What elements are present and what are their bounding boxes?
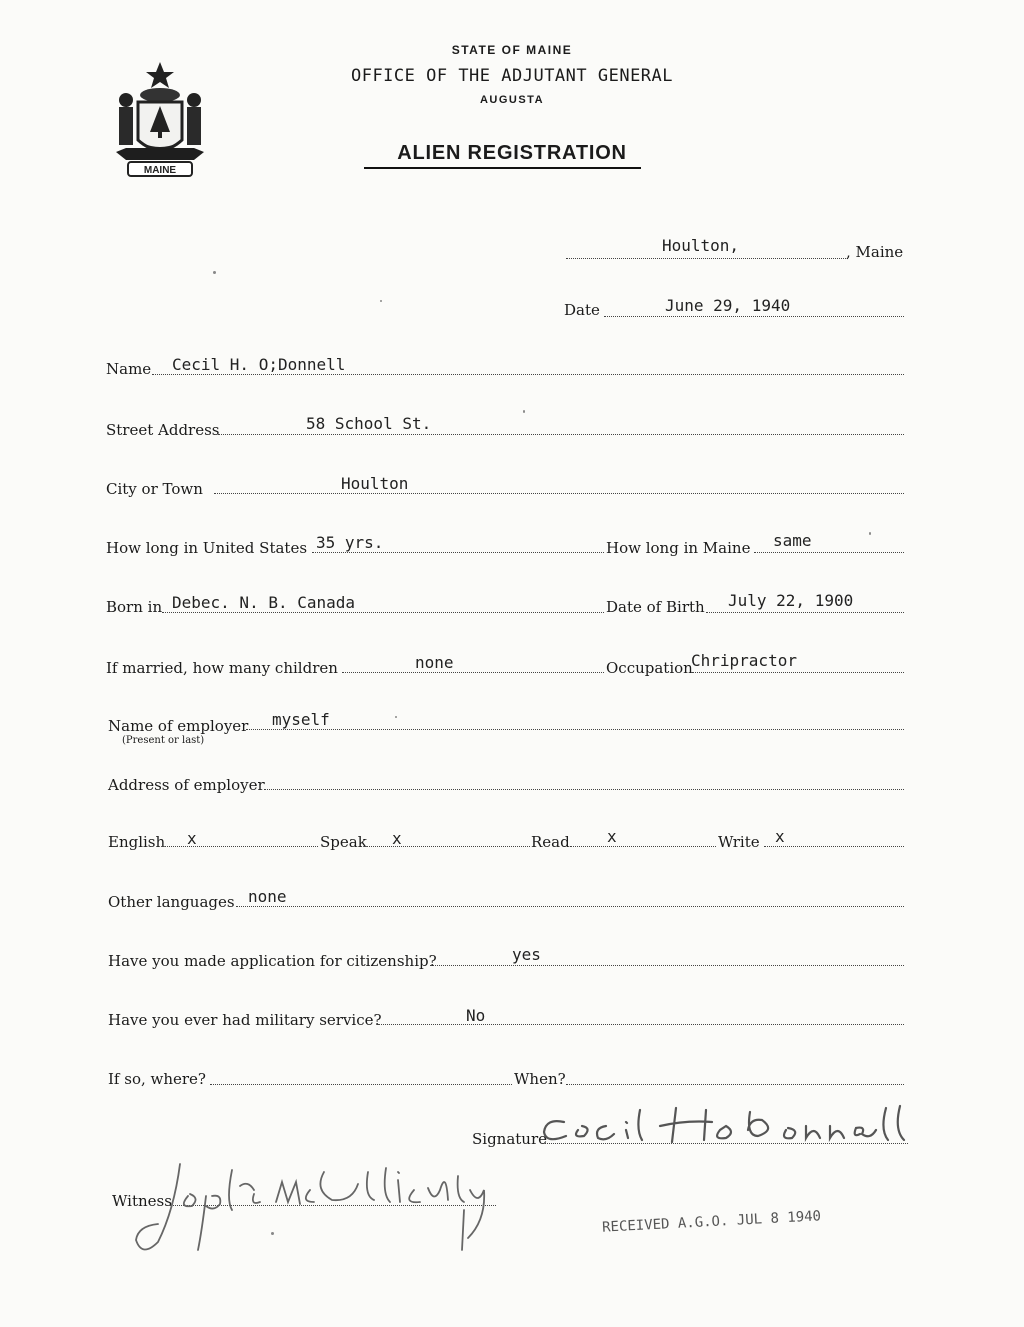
- where-label: If so, where?: [108, 1070, 206, 1088]
- born-in-value: Debec. N. B. Canada: [172, 593, 356, 612]
- city-heading: AUGUSTA: [479, 94, 545, 106]
- write-value: x: [775, 827, 785, 846]
- english-label: English: [108, 833, 166, 851]
- occupation-label: Occupation: [606, 659, 693, 677]
- us-duration-value: 35 yrs.: [316, 533, 384, 552]
- employer-address-label: Address of employer: [108, 776, 265, 794]
- dob-line: [706, 612, 904, 613]
- city-line: [214, 493, 904, 494]
- city-label: City or Town: [106, 480, 203, 498]
- dob-value: July 22, 1900: [728, 591, 854, 610]
- state-heading: STATE OF MAINE: [451, 43, 573, 57]
- other-languages-label: Other languages: [108, 893, 235, 911]
- military-value: No: [466, 1006, 486, 1025]
- write-line: [764, 846, 904, 847]
- employer-line: [246, 729, 904, 730]
- date-line: [604, 316, 904, 317]
- witness-handwriting: [128, 1150, 508, 1260]
- date-label: Date: [564, 301, 600, 319]
- when-line: [566, 1084, 904, 1085]
- location-line: [566, 258, 848, 259]
- employer-address-line: [264, 789, 904, 790]
- received-stamp: RECEIVED A.G.O. JUL 8 1940: [601, 1208, 822, 1236]
- date-value: June 29, 1940: [665, 296, 791, 315]
- read-line: [570, 846, 716, 847]
- employer-label: Name of employer: [108, 717, 249, 735]
- employer-sublabel: (Present or last): [122, 735, 205, 746]
- maine-duration-line: [754, 552, 904, 553]
- location-suffix: , Maine: [846, 243, 904, 261]
- name-value: Cecil H. O;Donnell: [172, 355, 346, 374]
- us-duration-label: How long in United States: [106, 539, 308, 557]
- maine-duration-label: How long in Maine: [606, 539, 751, 557]
- children-value: none: [415, 653, 454, 672]
- street-label: Street Address: [106, 421, 220, 439]
- name-label: Name: [106, 360, 152, 378]
- form-title: ALIEN REGISTRATION: [397, 142, 627, 164]
- military-line: [378, 1024, 904, 1025]
- citizenship-line: [430, 965, 904, 966]
- born-in-label: Born in: [106, 598, 163, 616]
- street-value: 58 School St.: [306, 414, 432, 433]
- name-line: [152, 374, 904, 375]
- seal-banner-text: MAINE: [143, 165, 177, 176]
- witness-label: Witness: [112, 1192, 172, 1210]
- military-label: Have you ever had military service?: [108, 1011, 382, 1029]
- write-label: Write: [718, 833, 760, 851]
- english-line: [162, 846, 318, 847]
- occupation-value: Chripractor: [691, 651, 797, 670]
- street-line: [218, 434, 904, 435]
- other-languages-line: [236, 906, 904, 907]
- children-line: [342, 672, 604, 673]
- occupation-line: [692, 672, 904, 673]
- when-label: When?: [514, 1070, 566, 1088]
- title-underline: [364, 167, 641, 169]
- read-value: x: [607, 827, 617, 846]
- office-heading: OFFICE OF THE ADJUTANT GENERAL: [350, 66, 674, 86]
- signature-handwriting: [536, 1100, 916, 1150]
- maine-duration-value: same: [773, 531, 812, 550]
- dob-label: Date of Birth: [606, 598, 705, 616]
- speak-line: [364, 846, 530, 847]
- children-label: If married, how many children: [106, 659, 338, 677]
- citizenship-label: Have you made application for citizenship?: [108, 952, 437, 970]
- speak-value: x: [392, 829, 402, 848]
- city-value: Houlton: [341, 474, 409, 493]
- citizenship-value: yes: [512, 945, 541, 964]
- location-value: Houlton,: [662, 236, 740, 255]
- other-languages-value: none: [248, 887, 287, 906]
- read-label: Read: [531, 833, 570, 851]
- where-line: [210, 1084, 512, 1085]
- speak-label: Speak: [320, 833, 367, 851]
- signature-label: Signature: [472, 1130, 548, 1148]
- born-in-line: [162, 612, 604, 613]
- english-value: x: [187, 829, 197, 848]
- employer-value: myself: [272, 710, 330, 729]
- us-duration-line: [312, 552, 604, 553]
